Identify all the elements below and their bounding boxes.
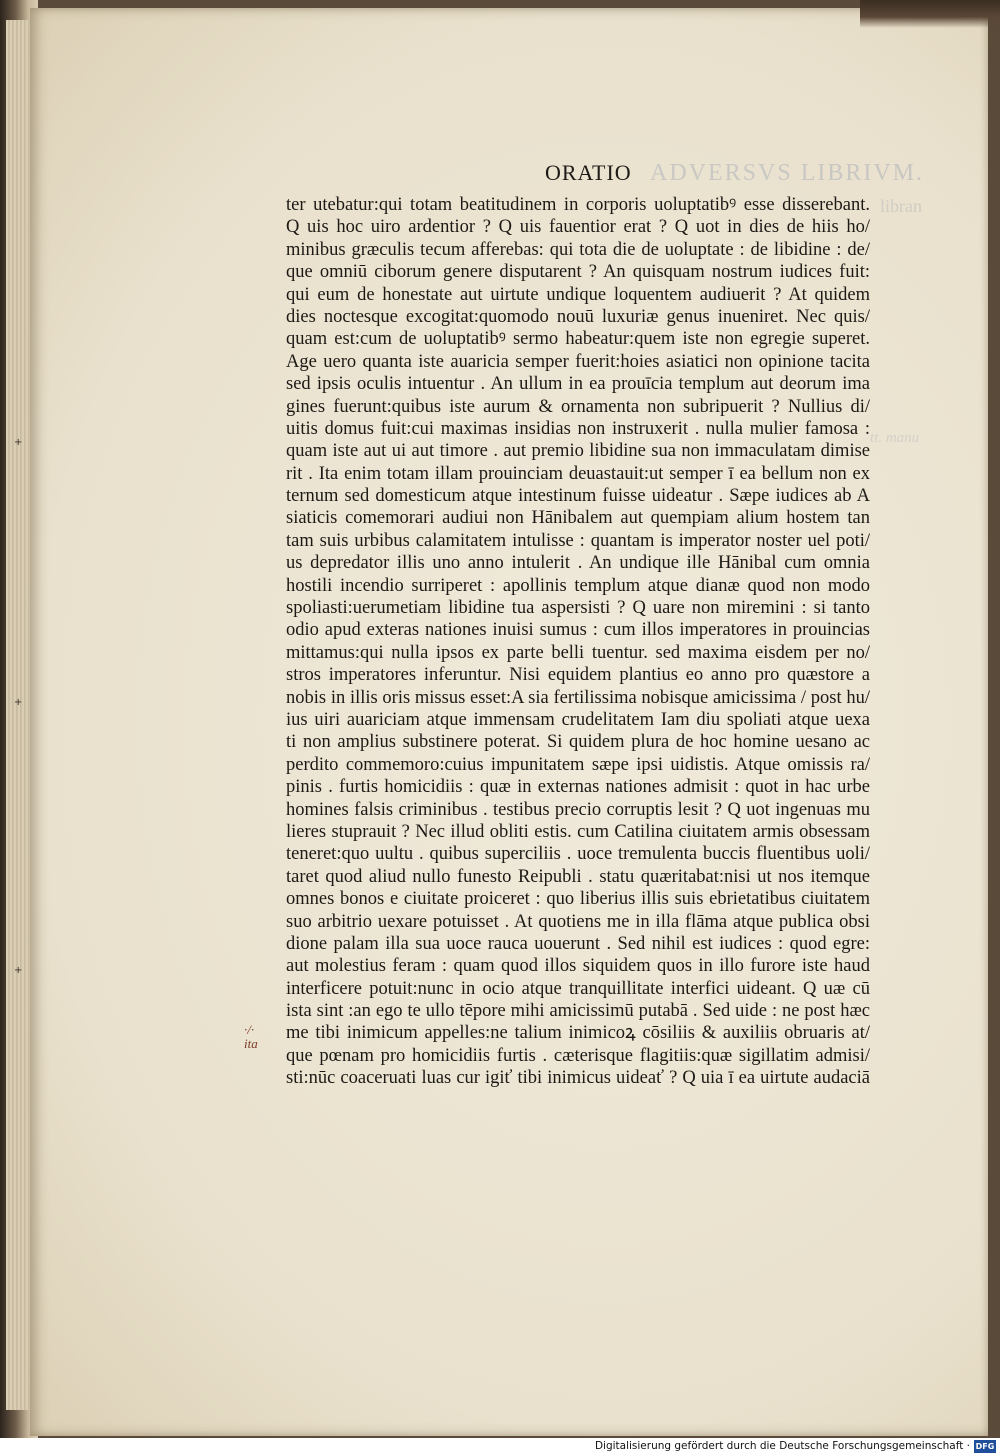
text-line: quam est:cum de uoluptatibꝰ sermo habeatur:quem iste non egregie superet. xyxy=(286,329,870,350)
text-line: nobis in illis oris missus esset:A sia fertilissima nobisque amicissima / post hu/ xyxy=(286,687,870,708)
margin-tick-mark: + xyxy=(14,437,23,448)
text-line: omnes bonos e ciuitate proiceret : quo liberius illis suis ebrietatibus ciuitatem xyxy=(286,889,870,910)
text-line: minibus græculis tecum afferebas: qui tota die de uoluptate : de libidine : de/ xyxy=(286,239,870,260)
text-line: dione palam illa sua uoce rauca uouerunt . Sed nihil est iudices : quod egre: xyxy=(286,933,870,954)
margin-tick-mark: + xyxy=(14,697,23,708)
text-line: ternum sed domesticum atque intestinum fuisse uideatur . Sæpe iudices ab A xyxy=(286,486,870,507)
text-line: ista sint :an ego te ullo tēpore mihi amicissimū putabā . Sed uide : ne post hæc xyxy=(286,1001,870,1022)
text-line: tam suis urbibus calamitatem intulisse : quantam is imperator noster uel poti/ xyxy=(286,530,870,551)
text-block xyxy=(286,194,870,1090)
text-line: odio apud exteras nationes inuisi sumus : cum illos imperatores in prouincias xyxy=(286,620,870,641)
text-line: taret quod aliud nullo funesto Reipubli . statu quæritabat:nisi ut nos itemque xyxy=(286,866,870,887)
text-line: ius uiri auariciam atque immensam crudelitatem Iam diu spoliati atque uexa xyxy=(286,709,870,730)
text-line: dies noctesque excogitat:quomodo nouū luxuriæ genus inueniret. Nec quis/ xyxy=(286,306,870,327)
text-line: Age uero quanta iste auaricia semper fuerit:hoies asiatici non opinione tacita xyxy=(286,351,870,372)
dfg-logo-icon: DFG xyxy=(975,1442,995,1451)
text-line: suo arbitrio uexare potuisset . At quotiens me in illa flāma atque publica obsi xyxy=(286,911,870,932)
text-line: Q uis hoc uiro ardentior ? Q uis fauentior erat ? Q uot in dies de hiis ho/ xyxy=(286,217,870,238)
text-line: aut molestius feram : quam quod illos siquidem quos in illo furore iste haud xyxy=(286,956,870,977)
text-line: uitis domus fuit:cui maximas insidias non instruxerit . nulla mulier famosa : xyxy=(286,418,870,439)
text-line: que pœnam pro homicidiis furtis . cæterisque flagitiis:quæ sigillatim admisi/ xyxy=(286,1045,870,1066)
text-line: lieres stuprauit ? Nec illud obliti estis. cum Catilina ciuitatem armis obsessam xyxy=(286,821,870,842)
text-line: ter utebatur:qui totam beatitudinem in corporis uoluptatibꝰ esse disserebant. xyxy=(286,195,870,215)
text-line: perdito commemoro:cuius impunitatem sæpe ipsi uidistis. Atque omissis ra/ xyxy=(286,754,870,775)
text-line: teneret:quo uultu . quibus superciliis . uoce tremulenta buccis fluentibus uoli/ xyxy=(286,844,870,865)
text-line: que omniū ciborum genere disputarent ? An quisquam nostrum iudices fuit: xyxy=(286,262,870,283)
margin-tick-mark: + xyxy=(14,965,23,976)
text-line: sti:nūc coaceruati luas cur igiť tibi inimicus uideať ? Q uia ī ea uirtute audaciā xyxy=(286,1068,870,1089)
show-through-fragment: libran xyxy=(880,196,922,216)
text-line: sed ipsis oculis intuentur . An ullum in ea prouīcia templum aut deorum ima xyxy=(286,374,870,395)
marginal-note-word: ita xyxy=(244,1036,258,1051)
marginal-note-mark: ·/· xyxy=(244,1022,255,1037)
text-line: ti non amplius substinere poterat. Si quidem plura de hoc homine uesano ac xyxy=(286,732,870,753)
text-line: qui eum de honestate aut uirtute undique loquentem audiuerit ? At quidem xyxy=(286,284,870,305)
text-line: gines fuerunt:quibus iste aurum & ornamenta non subripuerit ? Nullius di/ xyxy=(286,396,870,417)
text-line: pinis . furtis homicidiis : quæ in externas nationes admisit : quot in hac urbe xyxy=(286,777,870,798)
text-line: mittamus:qui nulla ipsos ex parte belli tuentur. sed maxima eisdem per no/ xyxy=(286,642,870,663)
text-line: siaticis comemorari audiui non Hānibalem aut quempiam alium hostem tan xyxy=(286,508,870,529)
text-line: spoliasti:uerumetiam libidine tua aspersisti ? Q uare non miremini : si tanto xyxy=(286,598,870,619)
running-head: ORATIO xyxy=(545,160,632,185)
text-line: interficere potuit:nunc in ocio atque tranquillitate interfici uideant. Q uæ cū xyxy=(286,978,870,999)
show-through-heading: ADVERSVS LIBRIVM. xyxy=(650,160,925,186)
text-line: homines falsis criminibus . testibus precio corruptis lesit ? Q uot ingenuas mu xyxy=(286,799,870,820)
text-line: hostili incendio surriperet : apollinis templum atque dianæ quod non modo xyxy=(286,575,870,596)
text-line: rit . Ita enim totam illam prouinciam deuastauit:ut semper ī ea bellum non ex xyxy=(286,463,870,484)
show-through-annotation: tt. manu xyxy=(870,430,920,446)
text-line: stros imperatores inferuntur. Nisi equidem plantius eo anno pro quæstore a xyxy=(286,665,870,686)
marginal-note xyxy=(244,1023,258,1051)
cover-edge xyxy=(860,0,1000,28)
text-line: quam iste aut ui aut timore . aut premio libidine sua non immaculatam dimise xyxy=(286,441,870,462)
text-line: us depredator illis uno anno intulerit . An undique ille Hānibal cum omnia xyxy=(286,553,870,574)
text-line: me tibi inimicum appelles:ne talium inimicoꝝ cōsiliis & auxiliis obruaris at/ xyxy=(286,1023,870,1044)
footer-credit: Digitalisierung gefördert durch die Deutsche Forschungsgemeinschaft · xyxy=(594,1440,970,1452)
